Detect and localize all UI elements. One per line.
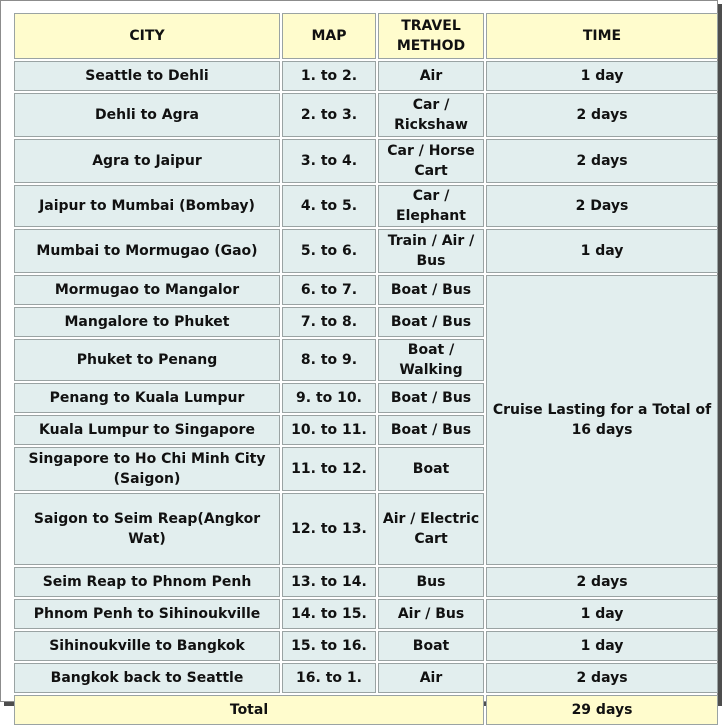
time-cell: 2 days — [486, 663, 718, 693]
time-cell: 1 day — [486, 229, 718, 273]
city-cell: Agra to Jaipur — [14, 139, 280, 183]
table-row — [14, 229, 718, 273]
time-cell: 2 days — [486, 567, 718, 597]
city-cell: Seim Reap to Phnom Penh — [14, 567, 280, 597]
map-cell: 16. to 1. — [282, 663, 376, 693]
time-cell: 1 day — [486, 599, 718, 629]
header-travel-method: TRAVEL METHOD — [378, 13, 484, 59]
method-cell: Car / Horse Cart — [378, 139, 484, 183]
method-cell: Boat / Walking — [378, 339, 484, 381]
header-city: CITY — [14, 13, 280, 59]
city-cell: Saigon to Seim Reap(Angkor Wat) — [14, 493, 280, 565]
city-cell: Dehli to Agra — [14, 93, 280, 137]
header-time: TIME — [486, 13, 718, 59]
map-cell: 3. to 4. — [282, 139, 376, 183]
map-cell: 4. to 5. — [282, 185, 376, 227]
total-row — [14, 695, 718, 725]
total-label: Total — [14, 695, 484, 725]
map-cell: 10. to 11. — [282, 415, 376, 445]
table-row — [14, 631, 718, 661]
city-cell: Phuket to Penang — [14, 339, 280, 381]
city-cell: Mumbai to Mormugao (Gao) — [14, 229, 280, 273]
map-cell: 12. to 13. — [282, 493, 376, 565]
city-cell: Seattle to Dehli — [14, 61, 280, 91]
table-row — [14, 599, 718, 629]
map-cell: 11. to 12. — [282, 447, 376, 491]
city-cell: Mangalore to Phuket — [14, 307, 280, 337]
method-cell: Boat — [378, 447, 484, 491]
header-map: MAP — [282, 13, 376, 59]
table-row — [14, 139, 718, 183]
method-cell: Train / Air / Bus — [378, 229, 484, 273]
table-row — [14, 93, 718, 137]
table-row — [14, 663, 718, 693]
map-cell: 5. to 6. — [282, 229, 376, 273]
city-cell: Bangkok back to Seattle — [14, 663, 280, 693]
map-cell: 8. to 9. — [282, 339, 376, 381]
time-cell: 2 days — [486, 139, 718, 183]
time-cell: 1 day — [486, 61, 718, 91]
method-cell: Air / Bus — [378, 599, 484, 629]
table-row — [14, 61, 718, 91]
method-cell: Car / Rickshaw — [378, 93, 484, 137]
method-cell: Boat / Bus — [378, 383, 484, 413]
map-cell: 2. to 3. — [282, 93, 376, 137]
method-cell: Air — [378, 663, 484, 693]
map-cell: 9. to 10. — [282, 383, 376, 413]
map-cell: 6. to 7. — [282, 275, 376, 305]
table-row — [14, 567, 718, 597]
travel-itinerary-table — [12, 11, 720, 727]
map-cell: 14. to 15. — [282, 599, 376, 629]
method-cell: Bus — [378, 567, 484, 597]
cruise-time-cell: Cruise Lasting for a Total of 16 days — [486, 275, 718, 565]
city-cell: Jaipur to Mumbai (Bombay) — [14, 185, 280, 227]
table-row — [14, 275, 718, 305]
city-cell: Penang to Kuala Lumpur — [14, 383, 280, 413]
city-cell: Phnom Penh to Sihinoukville — [14, 599, 280, 629]
city-cell: Sihinoukville to Bangkok — [14, 631, 280, 661]
total-time: 29 days — [486, 695, 718, 725]
city-cell: Mormugao to Mangalor — [14, 275, 280, 305]
table-row — [14, 185, 718, 227]
time-cell: 1 day — [486, 631, 718, 661]
method-cell: Boat / Bus — [378, 415, 484, 445]
city-cell: Singapore to Ho Chi Minh City (Saigon) — [14, 447, 280, 491]
method-cell: Boat / Bus — [378, 275, 484, 305]
map-cell: 15. to 16. — [282, 631, 376, 661]
city-cell: Kuala Lumpur to Singapore — [14, 415, 280, 445]
method-cell: Air — [378, 61, 484, 91]
method-cell: Car / Elephant — [378, 185, 484, 227]
map-cell: 13. to 14. — [282, 567, 376, 597]
method-cell: Boat — [378, 631, 484, 661]
method-cell: Boat / Bus — [378, 307, 484, 337]
method-cell: Air / Electric Cart — [378, 493, 484, 565]
time-cell: 2 days — [486, 93, 718, 137]
map-cell: 7. to 8. — [282, 307, 376, 337]
header-row — [14, 13, 718, 59]
map-cell: 1. to 2. — [282, 61, 376, 91]
time-cell: 2 Days — [486, 185, 718, 227]
